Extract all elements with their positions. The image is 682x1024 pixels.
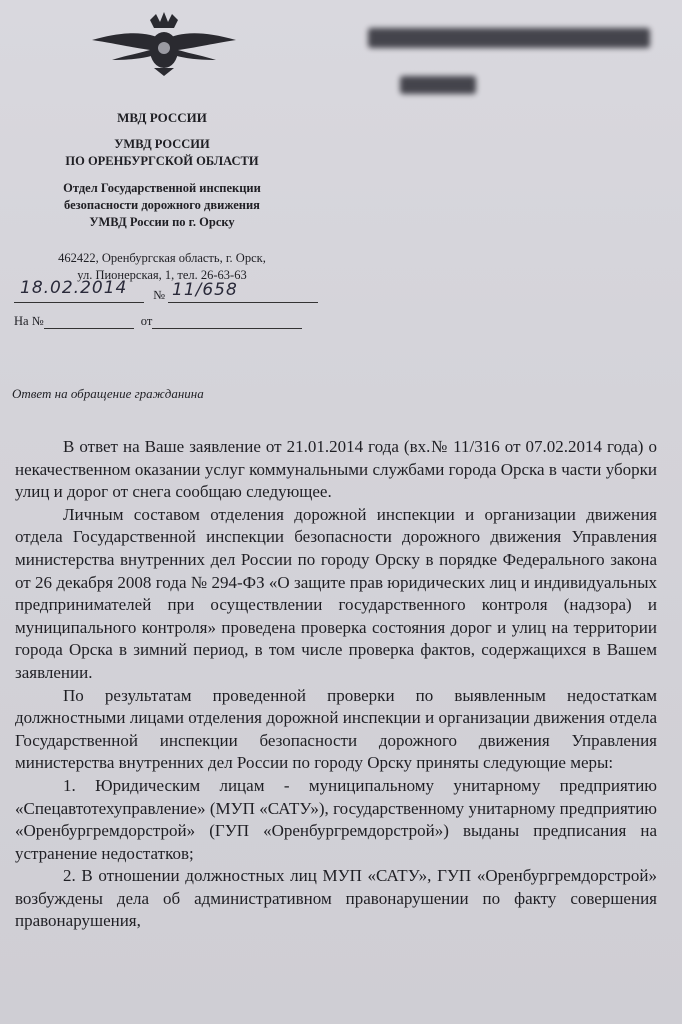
handwritten-date: 18.02.2014	[20, 278, 128, 298]
handwritten-number: 11/658	[172, 280, 238, 300]
division-line1: Отдел Государственной инспекции	[63, 181, 261, 195]
letter-body	[15, 436, 657, 933]
redacted-recipient-line1	[368, 28, 650, 48]
paragraph-3: По результатам проведенной проверки по выявленным недостаткам должностными лицами отделения дорожной инспекции и организации движения отдела Государственной инспекции безопасности дорожного движения Управления министерства внутренних дел России по городу Орску приняты следующие меры:	[15, 685, 657, 773]
number-label: №	[153, 288, 166, 302]
address-line2: ул. Пионерская, 1, тел. 26-63-63	[77, 268, 247, 282]
ministry-title: МВД РОССИИ	[117, 110, 207, 125]
department-line2: ПО ОРЕНБУРГСКОЙ ОБЛАСТИ	[65, 154, 259, 168]
redacted-recipient-line2	[400, 76, 476, 94]
subject-line: Ответ на обращение гражданина	[12, 386, 204, 401]
department-line1: УМВД РОССИИ	[114, 137, 210, 151]
address-line1: 462422, Оренбургская область, г. Орск,	[58, 251, 266, 265]
reference-row	[14, 314, 302, 329]
division-line3: УМВД России по г. Орску	[89, 215, 235, 229]
paragraph-4: 1. Юридическим лицам - муниципальному унитарному предприятию «Спецавтотехуправление» (МУП «САТУ»), государственному унитарному предприятию «Оренбургремдорстрой» (ГУП «Оренбургремдорстрой») выданы предписания на устранение недостатков;	[15, 775, 657, 863]
division-line2: безопасности дорожного движения	[64, 198, 260, 212]
from-label: от	[140, 314, 153, 328]
paragraph-1: В ответ на Ваше заявление от 21.01.2014 года (вх.№ 11/316 от 07.02.2014 года) о некачественном оказании услуг коммунальными службами города Орска в части уборки улиц и дорог от снега сообщаю следующее.	[15, 437, 657, 502]
paragraph-5: 2. В отношении должностных лиц МУП «САТУ», ГУП «Оренбургремдорстрой» возбуждены дела об административном правонарушении по факту совершения правонарушения,	[15, 866, 657, 931]
eagle-emblem-icon	[88, 10, 240, 76]
ref-label: На №	[14, 314, 44, 328]
paragraph-2: Личным составом отделения дорожной инспекции и организации движения отдела Государственной инспекции безопасности дорожного движения Управления министерства внутренних дел России по городу Орску в порядке Федерального закона от 26 декабря 2008 года № 294-ФЗ «О защите прав юридических лиц и индивидуальных предпринимателей при осуществлении государственного контроля (надзора) и муниципального контроля» проведена проверка состояния дорог и улиц на территории города Орска в зимний период, в том числе проверка фактов, содержащихся в Вашем заявлении.	[15, 504, 657, 682]
